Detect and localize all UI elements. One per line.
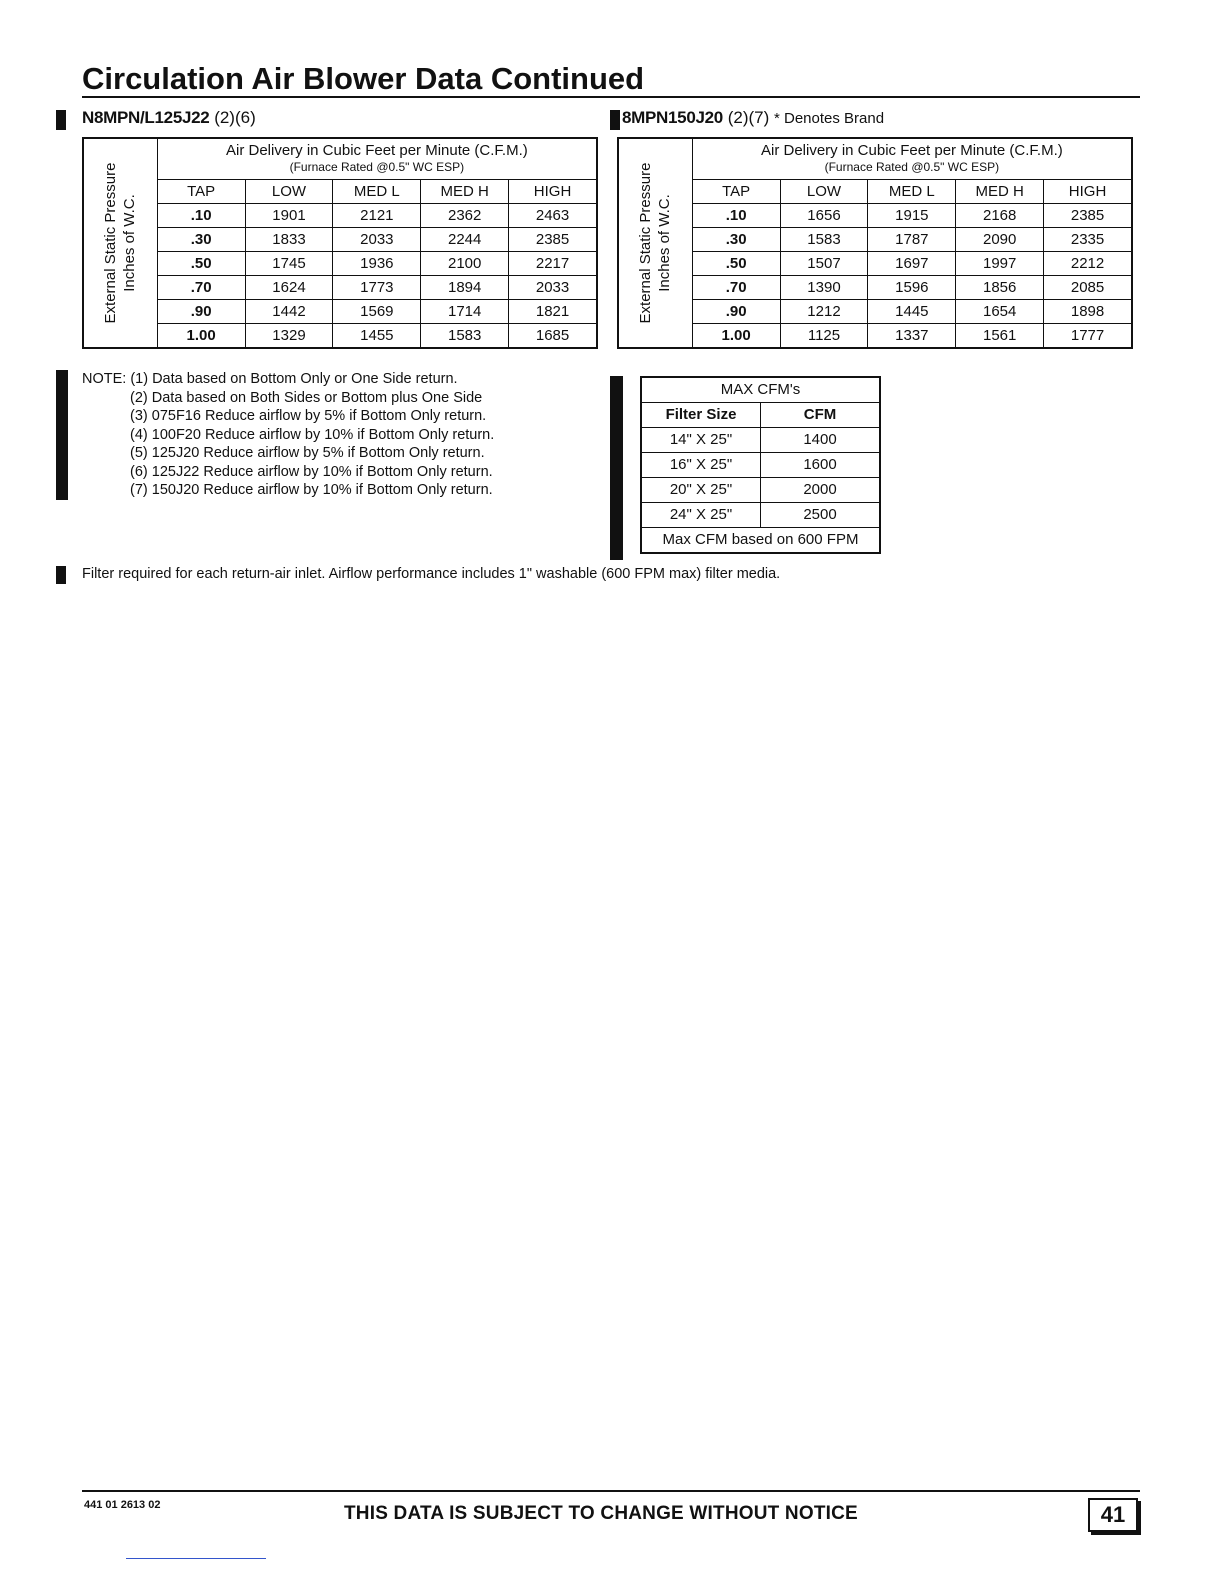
change-bar (610, 110, 620, 130)
note-line: (4) 100F20 Reduce airflow by 10% if Bottom Only return. (130, 426, 495, 443)
table-row: 24" X 25" 2500 (641, 503, 880, 528)
document-number: 441 01 2613 02 (84, 1499, 161, 1511)
static-pressure-label: External Static Pressure Inches of W.C. (618, 138, 692, 348)
note-line: NOTE: (1) Data based on Bottom Only or One Side return. (82, 371, 458, 387)
brand-note: * Denotes Brand (774, 110, 885, 127)
note-line: (6) 125J22 Reduce airflow by 10% if Bottom Only return. (130, 463, 493, 480)
col-header: HIGH (1044, 180, 1132, 204)
col-header: HIGH (509, 180, 597, 204)
model-notes-ref: (2)(7) (727, 108, 770, 127)
table-row: 16" X 25" 1600 (641, 453, 880, 478)
col-header: MED H (956, 180, 1044, 204)
col-header: TAP (157, 180, 245, 204)
blower-table-left (82, 137, 598, 349)
col-header: TAP (692, 180, 780, 204)
col-header: LOW (245, 180, 333, 204)
model-name: N8MPN/L125J22 (82, 108, 210, 127)
table-row: .90 1442 1569 1714 1821 (83, 300, 597, 324)
change-bar (610, 376, 623, 560)
note-line: (2) Data based on Both Sides or Bottom plus One Side (130, 389, 483, 406)
col-header: MED H (421, 180, 509, 204)
table-header: Air Delivery in Cubic Feet per Minute (C.F.M.) (Furnace Rated @0.5" WC ESP) (692, 138, 1132, 180)
col-header: Filter Size (641, 403, 761, 428)
disclaimer: THIS DATA IS SUBJECT TO CHANGE WITHOUT NOTICE (344, 1503, 858, 1524)
col-header: CFM (761, 403, 881, 428)
footer-rule (126, 1558, 266, 1559)
table-header: Air Delivery in Cubic Feet per Minute (C.F.M.) (Furnace Rated @0.5" WC ESP) (157, 138, 597, 180)
table-row: .70 1390 1596 1856 2085 (618, 276, 1132, 300)
max-cfm-table (640, 376, 881, 554)
note-line: (7) 150J20 Reduce airflow by 10% if Bottom Only return. (130, 482, 493, 498)
note-line: (3) 075F16 Reduce airflow by 5% if Bottom Only return. (130, 408, 487, 424)
table-row: .10 1901 2121 2362 2463 (83, 204, 597, 228)
col-header: MED L (333, 180, 421, 204)
note-line: (5) 125J20 Reduce airflow by 5% if Bottom Only return. (130, 445, 485, 461)
change-bar (56, 110, 66, 130)
col-header: LOW (780, 180, 868, 204)
blower-table-right (617, 137, 1133, 349)
table-row: .10 1656 1915 2168 2385 (618, 204, 1132, 228)
page-title: Circulation Air Blower Data Continued (82, 62, 1140, 98)
notes-block (82, 370, 494, 500)
change-bar (56, 370, 68, 500)
change-bar (56, 566, 66, 584)
filter-note: Filter required for each return-air inlet. Airflow performance includes 1" washable (600 FPM max) filter media. (82, 566, 781, 582)
static-pressure-label: External Static Pressure Inches of W.C. (83, 138, 157, 348)
table-row: .90 1212 1445 1654 1898 (618, 300, 1132, 324)
max-cfm-title: MAX CFM's (641, 377, 880, 403)
table-row: .70 1624 1773 1894 2033 (83, 276, 597, 300)
model-heading-right (622, 108, 884, 129)
table-row: .50 1507 1697 1997 2212 (618, 252, 1132, 276)
page-number: 41 (1088, 1498, 1138, 1532)
table-row: .30 1833 2033 2244 2385 (83, 228, 597, 252)
col-header: MED L (868, 180, 956, 204)
table-row: 1.00 1329 1455 1583 1685 (83, 324, 597, 349)
model-heading-left (82, 108, 256, 128)
table-row: .50 1745 1936 2100 2217 (83, 252, 597, 276)
column-header-row (618, 180, 1132, 204)
column-header-row (641, 403, 880, 428)
column-header-row (83, 180, 597, 204)
table-row: 1.00 1125 1337 1561 1777 (618, 324, 1132, 349)
footer-divider (82, 1490, 1140, 1492)
table-row: 14" X 25" 1400 (641, 428, 880, 453)
table-row: 20" X 25" 2000 (641, 478, 880, 503)
model-notes-ref: (2)(6) (214, 108, 256, 127)
model-name: 8MPN150J20 (622, 108, 723, 127)
max-cfm-footer: Max CFM based on 600 FPM (641, 528, 880, 554)
table-row: .30 1583 1787 2090 2335 (618, 228, 1132, 252)
